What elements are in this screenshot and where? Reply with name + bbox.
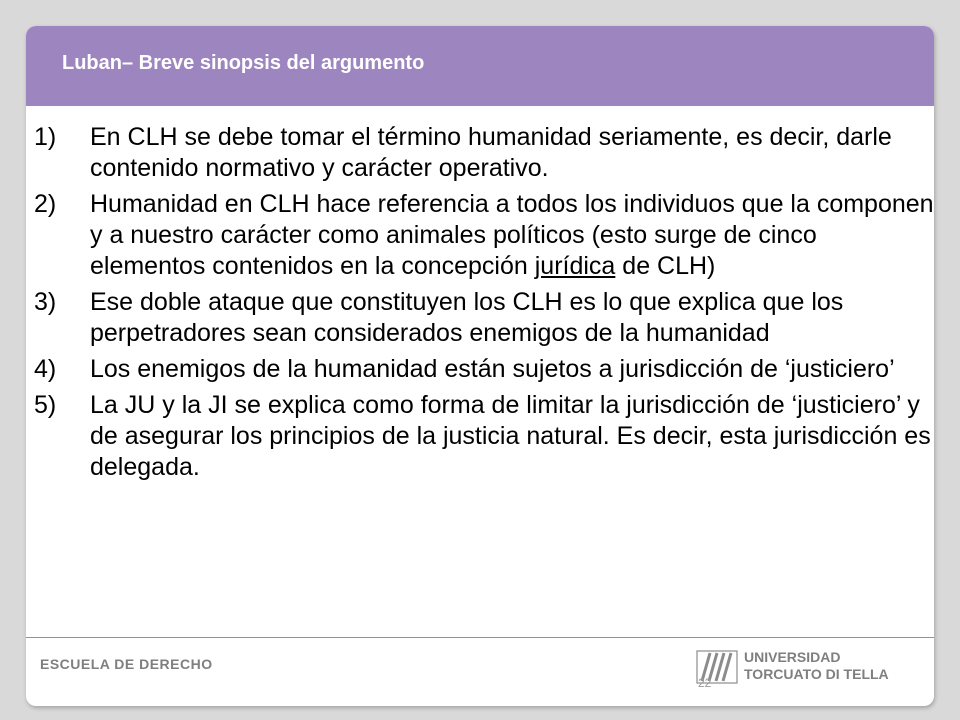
list-item [34, 189, 934, 282]
item-number: 3) [34, 288, 57, 316]
school-name: ESCUELA DE DERECHO [40, 656, 213, 672]
slide-title: Luban– Breve sinopsis del argumento [62, 52, 425, 74]
item-number: 5) [34, 391, 57, 419]
item-text: Los enemigos de la humanidad están sujetos a jurisdicción de ‘justiciero’ [90, 355, 895, 383]
argument-list [34, 122, 934, 488]
list-item [34, 287, 934, 349]
title-bar [26, 26, 934, 106]
university-name [744, 649, 889, 683]
slide [26, 26, 934, 706]
item-text: En CLH se debe tomar el término humanidad seriamente, es decir, darle contenido normativo y carácter operativo. [90, 123, 892, 182]
item-text-after: de CLH) [615, 252, 716, 280]
item-number: 4) [34, 355, 57, 383]
university-name-line2: TORCUATO DI TELLA [744, 666, 889, 682]
item-text: Ese doble ataque que constituyen los CLH es lo que explica que los perpetradores sean considerados enemigos de la humanidad [90, 288, 844, 347]
item-number: 2) [34, 190, 57, 218]
page-number: 22 [698, 676, 712, 690]
list-item [34, 122, 934, 184]
university-name-line1: UNIVERSIDAD [744, 649, 841, 665]
item-text: La JU y la JI se explica como forma de limitar la jurisdicción de ‘justiciero’ y de asegurar los principios de la justicia natural. Es decir, esta jurisdicción es delegada. [90, 391, 931, 481]
underlined-word: jurídica [534, 252, 616, 280]
list-item [34, 390, 934, 483]
university-logo [696, 649, 916, 685]
footer-divider [26, 637, 934, 638]
list-item [34, 354, 934, 385]
item-text-before: Humanidad en CLH hace referencia a todos los individuos que la componen y a nuestro carácter como animales políticos (esto surge de cinco elementos contenidos en la concepción [90, 190, 934, 280]
item-text [90, 189, 934, 282]
item-number: 1) [34, 123, 57, 151]
